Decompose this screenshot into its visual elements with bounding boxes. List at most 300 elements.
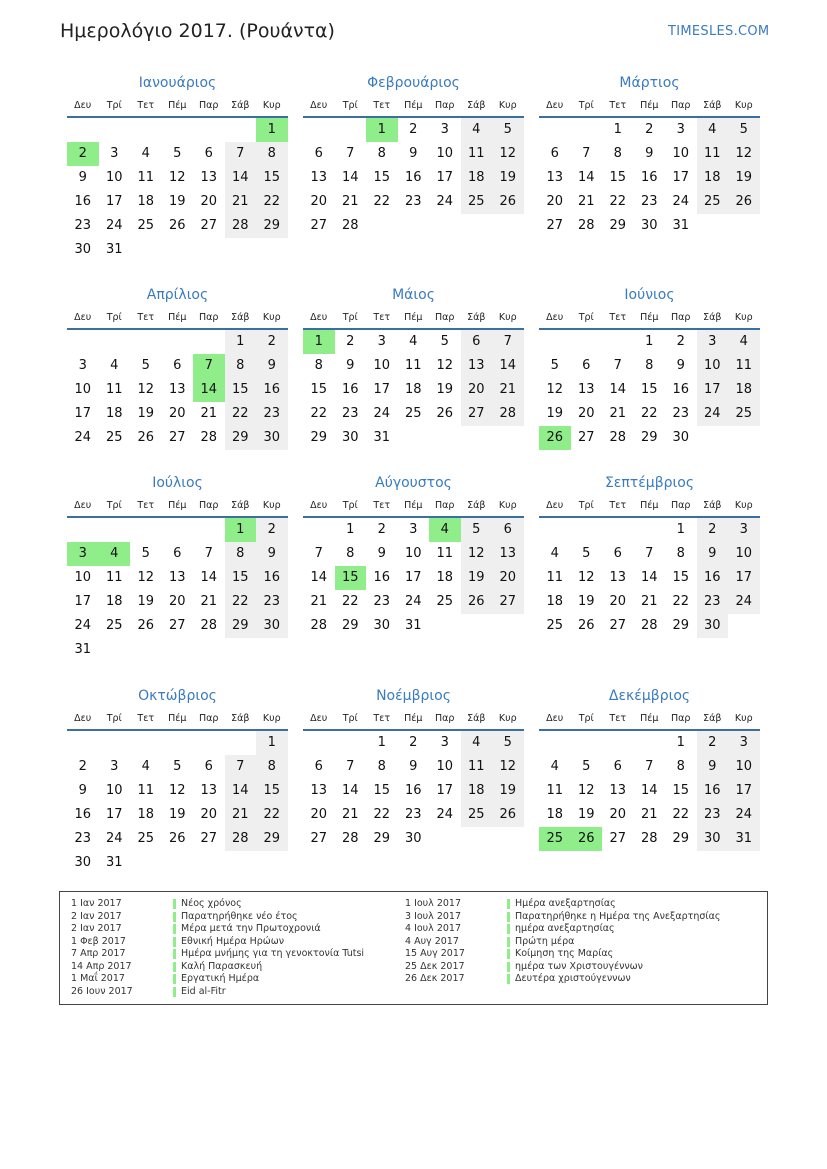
- empty-cell: [303, 518, 335, 542]
- day-cell: 18: [105, 406, 123, 421]
- day-cell: 3: [728, 518, 760, 542]
- weekday-label: Τετ: [137, 311, 155, 323]
- day-cell: 20: [200, 194, 218, 209]
- day-cell: 3: [728, 731, 760, 755]
- empty-cell: [335, 118, 367, 142]
- holiday-name: Eid al-Fitr: [173, 987, 226, 997]
- day-cell: 15: [373, 783, 391, 798]
- day-cell: 16: [697, 566, 729, 590]
- day-cell: 26: [492, 803, 524, 827]
- day-cell: 19: [577, 807, 595, 822]
- holiday-name: Παρατηρήθηκε νέο έτος: [173, 912, 298, 922]
- day-cell: 20: [546, 194, 564, 209]
- day-cell: 6: [314, 146, 323, 161]
- weekday-label: Σάβ: [231, 99, 250, 111]
- holiday-day-cell: 7: [193, 354, 225, 378]
- day-cell: 14: [310, 570, 328, 585]
- holiday-date: 26 Δεκ 2017: [405, 973, 465, 984]
- day-cell: 4: [697, 118, 729, 142]
- day-cell: 29: [640, 430, 658, 445]
- day-cell: 5: [461, 518, 493, 542]
- weekday-label: Πέμ: [404, 499, 423, 511]
- day-cell: 2: [78, 759, 87, 774]
- day-cell: 13: [492, 542, 524, 566]
- day-cell: 30: [697, 827, 729, 851]
- month-block: [303, 472, 524, 638]
- holiday-day-cell: 14: [193, 378, 225, 402]
- day-cell: 2: [346, 334, 355, 349]
- weekday-header: [303, 707, 524, 731]
- day-cell: 27: [310, 218, 328, 233]
- empty-cell: [162, 330, 194, 354]
- holiday-name: Νέος χρόνος: [173, 899, 242, 909]
- month-block: [303, 685, 524, 851]
- weekday-header: [539, 94, 760, 118]
- day-grid: [67, 330, 288, 450]
- weekday-label: Παρ: [199, 499, 219, 511]
- weekday-label: Σάβ: [703, 499, 722, 511]
- weekday-label: Πέμ: [168, 499, 187, 511]
- day-cell: 24: [436, 194, 454, 209]
- day-cell: 14: [341, 170, 359, 185]
- day-cell: 31: [105, 855, 123, 870]
- holiday-date: 25 Δεκ 2017: [405, 960, 465, 972]
- day-cell: 23: [697, 803, 729, 827]
- day-cell: 6: [550, 146, 559, 161]
- empty-cell: [130, 518, 162, 542]
- day-cell: 6: [613, 759, 622, 774]
- day-cell: 5: [728, 118, 760, 142]
- day-cell: 16: [672, 382, 690, 397]
- day-cell: 10: [672, 146, 690, 161]
- day-cell: 23: [74, 218, 92, 233]
- day-cell: 29: [672, 618, 690, 633]
- day-cell: 27: [200, 831, 218, 846]
- day-cell: 29: [609, 218, 627, 233]
- weekday-label: Τρί: [342, 311, 358, 323]
- day-cell: 8: [645, 358, 654, 373]
- day-cell: 28: [200, 430, 218, 445]
- weekday-label: Πέμ: [168, 311, 187, 323]
- day-cell: 30: [404, 831, 422, 846]
- day-cell: 31: [105, 242, 123, 257]
- day-grid: [303, 330, 524, 450]
- day-cell: 1: [346, 522, 355, 537]
- day-cell: 11: [546, 783, 564, 798]
- empty-cell: [335, 731, 367, 755]
- day-cell: 19: [546, 406, 564, 421]
- month-name: Δεκέμβριος: [608, 688, 691, 704]
- day-cell: 2: [697, 518, 729, 542]
- weekday-label: Τρί: [106, 499, 122, 511]
- day-cell: 27: [200, 218, 218, 233]
- day-cell: 8: [256, 142, 288, 166]
- weekday-label: Δευ: [74, 712, 92, 724]
- day-cell: 16: [256, 378, 288, 402]
- day-cell: 28: [341, 218, 359, 233]
- weekday-label: Τρί: [106, 311, 122, 323]
- day-cell: 29: [256, 827, 288, 851]
- day-cell: 12: [137, 570, 155, 585]
- day-cell: 23: [256, 590, 288, 614]
- weekday-label: Τετ: [373, 311, 391, 323]
- day-cell: 10: [436, 146, 454, 161]
- day-cell: 15: [672, 570, 690, 585]
- weekday-label: Τετ: [137, 499, 155, 511]
- day-cell: 3: [78, 358, 87, 373]
- month-block: [303, 72, 524, 238]
- holiday-date: 4 Ιουλ 2017: [405, 923, 461, 934]
- day-cell: 7: [582, 146, 591, 161]
- day-cell: 21: [310, 594, 328, 609]
- day-cell: 19: [137, 594, 155, 609]
- day-cell: 22: [672, 594, 690, 609]
- weekday-label: Δευ: [546, 499, 564, 511]
- day-cell: 2: [645, 122, 654, 137]
- weekday-header: [67, 494, 288, 518]
- day-cell: 29: [225, 426, 257, 450]
- weekday-label: Κυρ: [498, 499, 517, 511]
- day-cell: 2: [377, 522, 386, 537]
- weekday-label: Δευ: [310, 499, 328, 511]
- weekday-label: Τρί: [106, 99, 122, 111]
- weekday-label: Τρί: [342, 499, 358, 511]
- weekday-label: Τρί: [106, 712, 122, 724]
- day-cell: 19: [137, 406, 155, 421]
- weekday-label: Κυρ: [498, 712, 517, 724]
- holiday-date: 3 Ιουλ 2017: [405, 910, 461, 922]
- day-cell: 7: [645, 759, 654, 774]
- day-cell: 25: [137, 831, 155, 846]
- day-grid: [67, 118, 288, 262]
- day-cell: 13: [546, 170, 564, 185]
- weekday-label: Τετ: [609, 499, 627, 511]
- day-cell: 20: [577, 406, 595, 421]
- day-cell: 5: [173, 759, 182, 774]
- day-cell: 4: [461, 731, 493, 755]
- day-cell: 24: [436, 807, 454, 822]
- day-cell: 19: [728, 166, 760, 190]
- day-cell: 7: [225, 142, 257, 166]
- day-cell: 26: [168, 218, 186, 233]
- day-cell: 22: [672, 807, 690, 822]
- day-cell: 22: [373, 194, 391, 209]
- day-cell: 26: [728, 190, 760, 214]
- day-cell: 12: [577, 570, 595, 585]
- day-cell: 30: [256, 614, 288, 638]
- day-cell: 2: [256, 518, 288, 542]
- holiday-date: 1 Ιουλ 2017: [405, 898, 461, 909]
- day-cell: 7: [314, 546, 323, 561]
- day-cell: 28: [640, 831, 658, 846]
- day-cell: 7: [346, 759, 355, 774]
- day-cell: 13: [168, 570, 186, 585]
- day-cell: 23: [697, 590, 729, 614]
- weekday-label: Παρ: [671, 311, 691, 323]
- day-cell: 6: [204, 146, 213, 161]
- weekday-label: Πέμ: [640, 499, 659, 511]
- day-cell: 21: [577, 194, 595, 209]
- day-cell: 24: [728, 590, 760, 614]
- day-cell: 4: [141, 146, 150, 161]
- day-cell: 16: [373, 570, 391, 585]
- day-cell: 13: [200, 783, 218, 798]
- day-cell: 6: [204, 759, 213, 774]
- day-cell: 27: [310, 831, 328, 846]
- day-cell: 22: [256, 190, 288, 214]
- day-cell: 3: [110, 146, 119, 161]
- day-cell: 31: [672, 218, 690, 233]
- month-name: Φεβρουάριος: [367, 75, 460, 91]
- weekday-label: Παρ: [435, 712, 455, 724]
- day-grid: [303, 518, 524, 638]
- day-cell: 15: [373, 170, 391, 185]
- day-cell: 18: [546, 807, 564, 822]
- day-cell: 20: [492, 566, 524, 590]
- month-name: Ιούλιος: [152, 475, 203, 491]
- day-cell: 15: [672, 783, 690, 798]
- day-cell: 7: [346, 146, 355, 161]
- weekday-header: [539, 494, 760, 518]
- day-cell: 8: [377, 146, 386, 161]
- day-cell: 20: [310, 807, 328, 822]
- day-cell: 8: [225, 542, 257, 566]
- day-cell: 19: [577, 594, 595, 609]
- brand-link[interactable]: TIMESLES.COM: [668, 24, 770, 39]
- weekday-header: [303, 494, 524, 518]
- day-cell: 9: [697, 542, 729, 566]
- day-cell: 3: [440, 122, 449, 137]
- weekday-label: Δευ: [546, 99, 564, 111]
- day-cell: 19: [492, 166, 524, 190]
- day-cell: 1: [377, 735, 386, 750]
- day-cell: 15: [640, 382, 658, 397]
- day-cell: 5: [141, 358, 150, 373]
- day-grid: [67, 518, 288, 662]
- day-cell: 5: [492, 731, 524, 755]
- day-grid: [539, 731, 760, 851]
- weekday-header: [539, 707, 760, 731]
- day-cell: 18: [728, 378, 760, 402]
- day-cell: 1: [676, 735, 685, 750]
- day-cell: 22: [373, 807, 391, 822]
- day-cell: 30: [74, 242, 92, 257]
- day-cell: 26: [492, 190, 524, 214]
- weekday-label: Τετ: [609, 99, 627, 111]
- day-cell: 23: [672, 406, 690, 421]
- day-cell: 5: [492, 118, 524, 142]
- weekday-label: Κυρ: [262, 712, 281, 724]
- day-cell: 2: [409, 735, 418, 750]
- day-cell: 14: [225, 166, 257, 190]
- day-cell: 24: [74, 430, 92, 445]
- day-cell: 13: [461, 354, 493, 378]
- day-cell: 29: [256, 214, 288, 238]
- day-cell: 18: [436, 570, 454, 585]
- day-cell: 24: [404, 594, 422, 609]
- day-cell: 23: [341, 406, 359, 421]
- day-cell: 13: [200, 170, 218, 185]
- weekday-header: [67, 306, 288, 330]
- day-cell: 4: [461, 118, 493, 142]
- holiday-name: Πρώτη μέρα: [507, 937, 574, 947]
- day-cell: 8: [377, 759, 386, 774]
- weekday-label: Δευ: [546, 311, 564, 323]
- weekday-label: Σάβ: [467, 712, 486, 724]
- day-cell: 24: [728, 803, 760, 827]
- weekday-label: Πέμ: [404, 712, 423, 724]
- day-cell: 16: [74, 194, 92, 209]
- empty-cell: [225, 118, 257, 142]
- day-cell: 31: [404, 618, 422, 633]
- empty-cell: [99, 330, 131, 354]
- weekday-label: Παρ: [435, 99, 455, 111]
- day-cell: 25: [728, 402, 760, 426]
- day-cell: 26: [137, 430, 155, 445]
- day-cell: 13: [609, 570, 627, 585]
- day-cell: 25: [137, 218, 155, 233]
- day-cell: 25: [461, 190, 493, 214]
- empty-cell: [130, 330, 162, 354]
- day-cell: 30: [697, 614, 729, 638]
- day-cell: 11: [546, 570, 564, 585]
- day-cell: 12: [492, 755, 524, 779]
- day-cell: 30: [640, 218, 658, 233]
- empty-cell: [67, 118, 99, 142]
- day-cell: 18: [697, 166, 729, 190]
- day-cell: 4: [550, 546, 559, 561]
- day-cell: 18: [105, 594, 123, 609]
- day-cell: 28: [640, 618, 658, 633]
- month-block: [539, 72, 760, 238]
- holiday-day-cell: 26: [571, 827, 603, 851]
- day-cell: 20: [200, 807, 218, 822]
- day-cell: 4: [550, 759, 559, 774]
- empty-cell: [225, 731, 257, 755]
- day-cell: 27: [492, 590, 524, 614]
- day-cell: 21: [200, 594, 218, 609]
- day-cell: 14: [492, 354, 524, 378]
- day-grid: [539, 518, 760, 638]
- day-cell: 27: [609, 831, 627, 846]
- month-block: [67, 72, 288, 262]
- year-calendar: [67, 72, 761, 882]
- day-cell: 9: [645, 146, 654, 161]
- day-cell: 9: [256, 354, 288, 378]
- day-cell: 16: [640, 170, 658, 185]
- day-cell: 8: [256, 755, 288, 779]
- day-cell: 9: [78, 170, 87, 185]
- day-cell: 3: [697, 330, 729, 354]
- day-cell: 5: [550, 358, 559, 373]
- day-cell: 26: [577, 618, 595, 633]
- day-cell: 24: [373, 406, 391, 421]
- weekday-label: Σάβ: [467, 311, 486, 323]
- day-cell: 19: [436, 382, 454, 397]
- weekday-label: Πέμ: [640, 712, 659, 724]
- day-cell: 1: [676, 522, 685, 537]
- weekday-header: [67, 707, 288, 731]
- weekday-label: Τετ: [609, 311, 627, 323]
- day-cell: 16: [404, 170, 422, 185]
- day-cell: 3: [110, 759, 119, 774]
- day-grid: [539, 330, 760, 450]
- day-cell: 4: [409, 334, 418, 349]
- holiday-date: 15 Αυγ 2017: [405, 948, 465, 959]
- day-cell: 25: [404, 406, 422, 421]
- day-cell: 21: [225, 803, 257, 827]
- day-cell: 3: [409, 522, 418, 537]
- month-block: [539, 685, 760, 851]
- holiday-day-cell: 1: [303, 330, 335, 354]
- holiday-date: 1 Ιαν 2017: [71, 898, 122, 909]
- day-cell: 14: [640, 570, 658, 585]
- day-cell: 17: [74, 594, 92, 609]
- holiday-date: 1 Φεβ 2017: [71, 935, 126, 947]
- day-cell: 19: [492, 779, 524, 803]
- day-cell: 11: [728, 354, 760, 378]
- weekday-label: Τρί: [578, 499, 594, 511]
- day-cell: 23: [404, 194, 422, 209]
- day-cell: 10: [373, 358, 391, 373]
- day-grid: [539, 118, 760, 238]
- holiday-date: 14 Απρ 2017: [71, 960, 132, 972]
- day-cell: 13: [577, 382, 595, 397]
- holiday-date: 26 Ιουν 2017: [71, 985, 133, 997]
- day-cell: 12: [492, 142, 524, 166]
- month-block: [539, 472, 760, 638]
- day-cell: 14: [609, 382, 627, 397]
- day-cell: 30: [341, 430, 359, 445]
- day-cell: 4: [141, 759, 150, 774]
- day-grid: [303, 731, 524, 851]
- day-cell: 11: [697, 142, 729, 166]
- day-cell: 10: [74, 570, 92, 585]
- weekday-label: Τετ: [373, 499, 391, 511]
- day-cell: 27: [546, 218, 564, 233]
- day-cell: 8: [613, 146, 622, 161]
- day-cell: 23: [373, 594, 391, 609]
- holiday-name: Καλή Παρασκευή: [173, 962, 262, 972]
- day-cell: 6: [613, 546, 622, 561]
- holiday-day-cell: 25: [539, 827, 571, 851]
- day-cell: 21: [341, 807, 359, 822]
- month-name: Απρίλιος: [146, 287, 209, 303]
- month-block: [303, 284, 524, 450]
- day-cell: 7: [613, 358, 622, 373]
- weekday-label: Δευ: [310, 311, 328, 323]
- day-cell: 23: [74, 831, 92, 846]
- day-cell: 6: [173, 358, 182, 373]
- day-cell: 17: [105, 194, 123, 209]
- holiday-name: Ημέρα ανεξαρτησίας: [507, 899, 616, 909]
- empty-cell: [571, 118, 603, 142]
- day-cell: 29: [373, 831, 391, 846]
- day-cell: 28: [577, 218, 595, 233]
- empty-cell: [193, 118, 225, 142]
- day-cell: 2: [697, 731, 729, 755]
- day-cell: 30: [74, 855, 92, 870]
- day-cell: 21: [640, 807, 658, 822]
- day-cell: 30: [672, 430, 690, 445]
- empty-cell: [99, 518, 131, 542]
- empty-cell: [571, 330, 603, 354]
- day-cell: 22: [310, 406, 328, 421]
- day-cell: 24: [105, 831, 123, 846]
- day-cell: 30: [373, 618, 391, 633]
- empty-cell: [130, 118, 162, 142]
- weekday-label: Κυρ: [262, 99, 281, 111]
